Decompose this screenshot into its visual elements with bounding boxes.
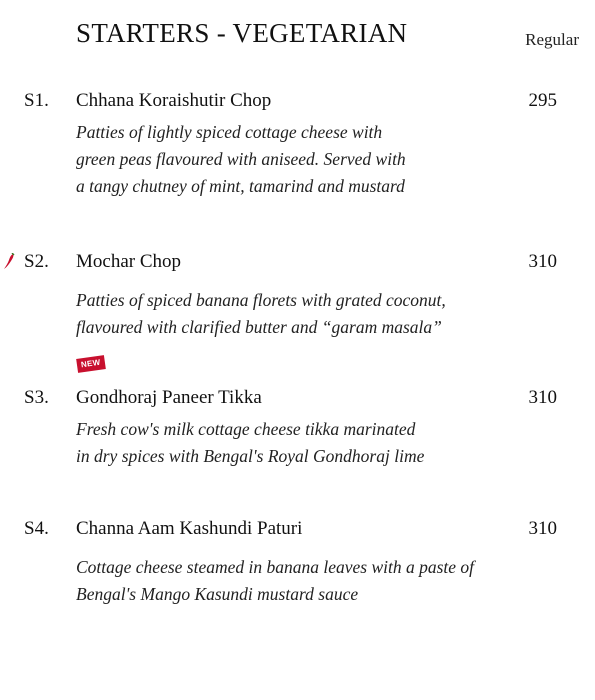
new-badge: NEW: [76, 355, 105, 373]
description-line: flavoured with clarified butter and “garam masala”: [76, 317, 442, 337]
description-line: Bengal's Mango Kasundi mustard sauce: [76, 584, 359, 604]
description-line: Fresh cow's milk cottage cheese tikka marinated: [76, 419, 416, 439]
item-code: S1.: [24, 90, 49, 111]
description-line: Patties of spiced banana florets with grated coconut,: [76, 290, 446, 310]
item-code: S2.: [24, 251, 49, 272]
item-description: [76, 554, 474, 608]
section-title: STARTERS - VEGETARIAN: [76, 18, 408, 48]
description-line: green peas flavoured with aniseed. Served with: [76, 149, 406, 169]
item-name: Channa Aam Kashundi Paturi: [76, 518, 303, 539]
price-column-heading: Regular: [525, 30, 579, 49]
chili-spicy-icon: [3, 253, 15, 271]
item-description: [76, 287, 446, 341]
description-line: a tangy chutney of mint, tamarind and mustard: [76, 176, 405, 196]
item-price: 310: [528, 251, 557, 272]
description-line: Cottage cheese steamed in banana leaves with a paste of: [76, 557, 475, 577]
description-line: in dry spices with Bengal's Royal Gondhoraj lime: [76, 446, 425, 466]
item-name: Gondhoraj Paneer Tikka: [76, 387, 262, 408]
item-price: 310: [528, 518, 557, 539]
item-description: [76, 119, 406, 200]
item-name: Mochar Chop: [76, 251, 182, 272]
item-name: Chhana Koraishutir Chop: [76, 90, 272, 111]
item-code: S3.: [24, 387, 49, 408]
item-price: 310: [528, 387, 557, 408]
item-code: S4.: [24, 518, 49, 539]
item-description: [76, 416, 424, 470]
item-price: 295: [528, 90, 557, 111]
description-line: Patties of lightly spiced cottage cheese with: [76, 122, 383, 142]
